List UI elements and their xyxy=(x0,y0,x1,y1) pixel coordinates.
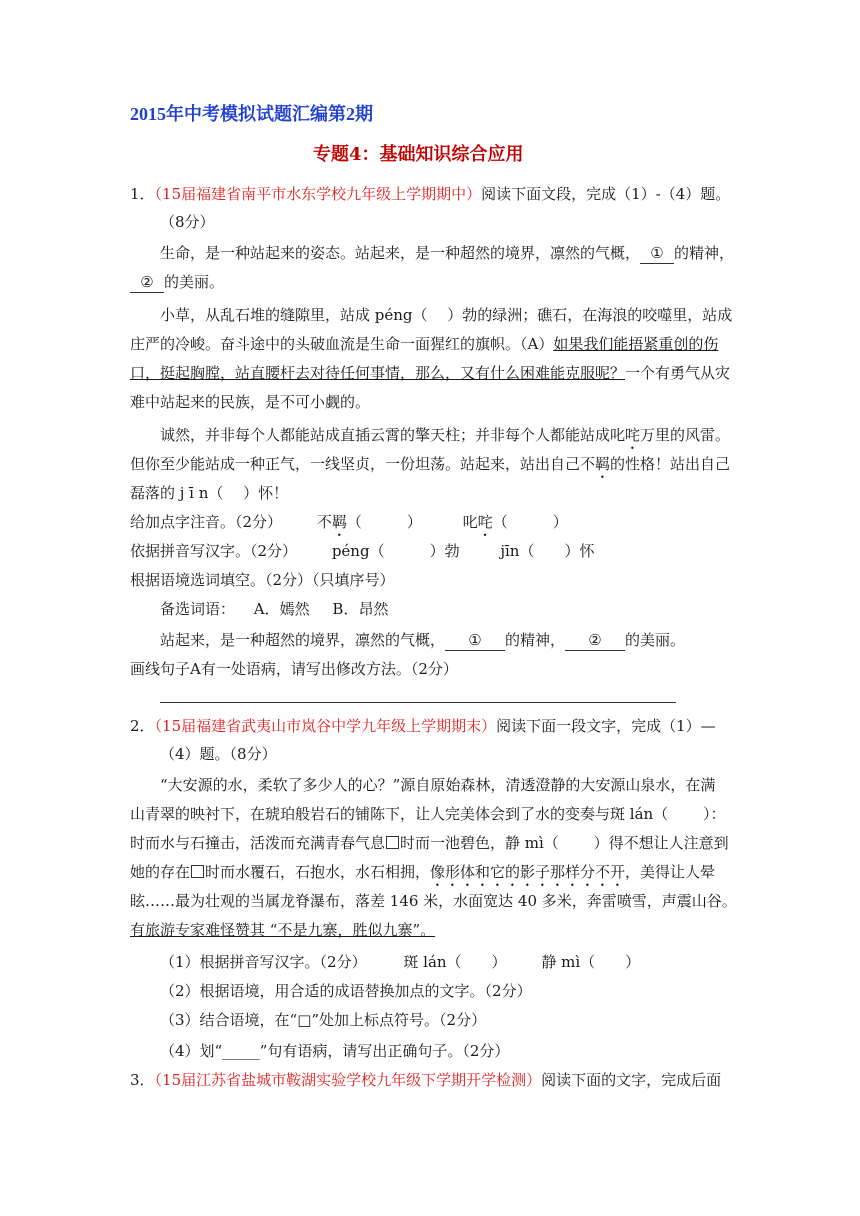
fill-blank-2: ② xyxy=(565,630,625,651)
q1-header xyxy=(130,184,730,204)
q2-sub1-b: 静 mì（ ） xyxy=(541,953,641,971)
q3-header xyxy=(130,1070,721,1090)
dotted-char: 咤 xyxy=(625,426,641,444)
dotted-char: 羁 xyxy=(331,513,347,531)
q1-text: 的性格！站出自己 xyxy=(610,455,731,473)
q2-para-line2: 山青翠的映衬下，在琥珀般岩石的铺陈下，让人完美体会到了水的变奏与斑 lán（ ）： xyxy=(130,805,726,823)
q2-text: 时而一池碧色，静 mì（ ）得不想让人注意到 xyxy=(400,834,729,852)
collection-title: 2015年中考模拟试题汇编第2期 xyxy=(130,104,373,124)
q1-sub2 xyxy=(130,541,594,561)
q1-blank-2: ② xyxy=(130,272,164,293)
q2-text: 她的存在 xyxy=(130,863,191,881)
q1-sub2-b: jīn（ ）怀 xyxy=(500,542,595,560)
q1-para3-line1 xyxy=(160,425,730,453)
q1-sub2-label: 依据拼音写汉字。（2分） xyxy=(130,542,298,560)
q1-answer-blank: （ ） xyxy=(492,513,568,531)
q1-text: 的美丽。 xyxy=(625,631,686,649)
q2-para-line5: 眩……最为壮观的当属龙脊瀑布，落差 146 米，水面宽达 40 多米，奔雷喷雪，声震山谷。 xyxy=(130,892,737,910)
q1-sub1-a: 不 xyxy=(316,513,332,531)
q1-blank-1: ① xyxy=(640,243,674,264)
q1-para2-line1: 小草，从乱石堆的缝隙里，站成 péng（ ）勃的绿洲；礁石，在海浪的咬噬里，站成 xyxy=(160,306,733,324)
q1-sub3: 根据语境选词填空。（2分）（只填序号） xyxy=(130,571,395,589)
q2-number: 2． xyxy=(130,717,155,735)
q1-sub2-a: péng（ ）勃 xyxy=(331,542,460,560)
q1-text: 庄严的冷峻。奋斗途中的头破血流是生命一面猩红的旗帜。（A） xyxy=(130,335,554,353)
punct-box-1 xyxy=(386,836,399,849)
q1-para2-line2 xyxy=(130,334,718,354)
option-b: B．昂然 xyxy=(332,600,389,618)
q1-text: 但你至少能站成一种正气，一线坚贞，一份坦荡。站起来，站出自己不 xyxy=(130,455,596,473)
q1-para3-line2 xyxy=(130,454,730,482)
q1-para1-line1 xyxy=(160,243,734,264)
q1-number: 1． xyxy=(130,185,155,203)
q1-sub3-options xyxy=(160,599,388,619)
option-a: A．嫣然 xyxy=(253,600,310,618)
q2-sub1-a: 斑 lán（ ） xyxy=(403,953,507,971)
q1-text: 站起来，是一种超然的境界，凛然的气概， xyxy=(160,631,446,649)
q1-text: 一个有勇气从灾 xyxy=(625,364,731,382)
q1-source: （15届福建省南平市水东学校九年级上学期期中） xyxy=(154,185,482,203)
options-label: 备选词语： xyxy=(160,600,236,618)
q1-sub3-sentence xyxy=(160,630,685,651)
q2-intro-cont: （4）题。（8分） xyxy=(160,745,277,763)
q1-score: （8分） xyxy=(160,213,215,231)
q1-para2-line4: 难中站起来的民族，是不可小觑的。 xyxy=(130,393,371,411)
dotted-char: 咤 xyxy=(477,513,493,531)
q1-text: 万里的风雷。 xyxy=(640,426,731,444)
q1-text: 生命，是一种站起来的姿态。站起来，是一种超然的境界，凛然的气概， xyxy=(160,244,641,262)
q3-intro: 阅读下面的文字，完成后面 xyxy=(541,1071,722,1089)
q1-intro: 阅读下面文段，完成（1）-（4）题。 xyxy=(481,185,731,203)
q1-para2-line3 xyxy=(130,363,730,383)
q1-text: 诚然，并非每个人都能站成直插云霄的擎天柱；并非每个人都能站成叱 xyxy=(160,426,626,444)
dotted-phrase: 像形体和它的影子那样分不开 xyxy=(430,863,626,881)
q2-text: ，美得让人晕 xyxy=(625,863,716,881)
q3-number: 3． xyxy=(130,1071,155,1089)
fill-blank-1: ① xyxy=(445,630,505,651)
topic-title: 专题4：基础知识综合应用 xyxy=(313,144,524,165)
q2-para-line6: 有旅游专家难怪赞其 “不是九寨，胜似九寨”。 xyxy=(130,921,436,939)
q2-sub4: （4）划“_____”句有语病，请写出正确句子。（2分） xyxy=(160,1042,510,1060)
q1-sub4: 画线句子A有一处语病，请写出修改方法。（2分） xyxy=(130,660,458,678)
q2-para-line1: “大安源的水，柔软了多少人的心？”源自原始森林，清透澄静的大安源山泉水，在满 xyxy=(160,776,716,794)
q1-text: 的精神， xyxy=(674,244,735,262)
punct-box-2 xyxy=(191,865,204,878)
q2-sub1-label: （1）根据拼音写汉字。（2分） xyxy=(160,953,367,971)
q1-answer-blank: （ ） xyxy=(346,513,422,531)
dotted-char: 羁 xyxy=(595,455,611,473)
q2-source: （15届福建省武夷山市岚谷中学九年级上学期期末） xyxy=(154,717,497,735)
q2-text: 时而水与石撞击，活泼而充满青春气息 xyxy=(130,834,386,852)
q3-source: （15届江苏省盐城市鞍湖实验学校九年级下学期开学检测） xyxy=(154,1071,542,1089)
q1-sentence-a: 如果我们能捂紧重创的伤 xyxy=(553,335,719,353)
q1-sub1-label: 给加点字注音。（2分） xyxy=(130,513,283,531)
q1-para1-line2 xyxy=(130,272,224,293)
q2-para-line3 xyxy=(130,833,729,853)
answer-line xyxy=(160,702,676,703)
q1-text: 的精神， xyxy=(505,631,566,649)
q2-header xyxy=(130,716,716,736)
q2-sub2: （2）根据语境，用合适的成语替换加点的文字。（2分） xyxy=(160,982,532,1000)
q1-sub1 xyxy=(130,512,568,540)
q1-text: 的美丽。 xyxy=(164,273,225,291)
q2-sub3: （3）结合语境，在“□”处加上标点符号。（2分） xyxy=(160,1011,487,1029)
q1-sub1-b: 叱 xyxy=(462,513,478,531)
q2-para-line4 xyxy=(130,862,715,890)
q2-sub1 xyxy=(160,952,640,972)
q2-intro: 阅读下面一段文字，完成（1）— xyxy=(496,717,716,735)
q1-para3-line3: 磊落的 j ī n（ ）怀！ xyxy=(130,484,289,502)
q1-sentence-a-cont: 口，挺起胸膛，站直腰杆去对待任何事情，那么，又有什么困难能克服呢？ xyxy=(130,364,626,382)
q2-text: 时而水覆石，石抱水，水石相拥， xyxy=(205,863,431,881)
